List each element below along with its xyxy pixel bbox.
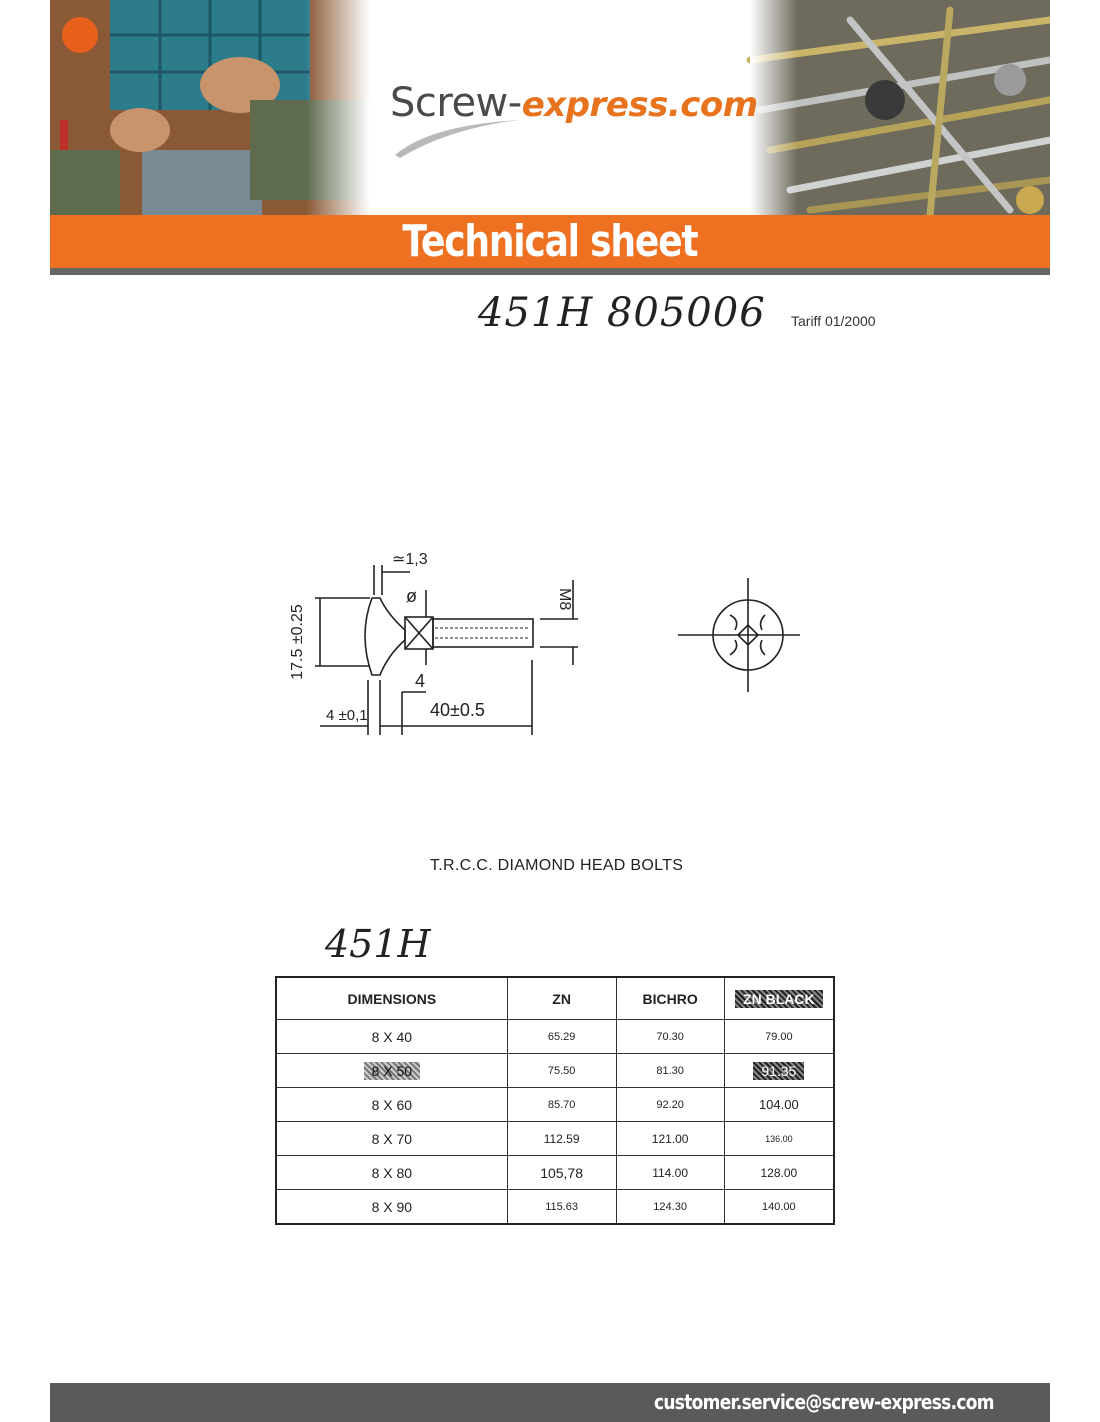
dim-thread: M8: [556, 588, 573, 611]
header-dimensions: DIMENSIONS: [276, 977, 507, 1020]
cell-zn-black: 136.00: [724, 1122, 834, 1156]
cell-zn: 75.50: [507, 1054, 616, 1088]
cell-dimension-label: 8 X 50: [364, 1062, 420, 1080]
tariff-label: Tariff 01/2000: [791, 313, 876, 329]
header-zn-black-label: ZN BLACK: [735, 990, 823, 1008]
dim-head-thickness: 4 ±0,1: [326, 707, 368, 724]
header-zn: ZN: [507, 977, 616, 1020]
cell-bichro: 81.30: [616, 1054, 724, 1088]
header-bichro: BICHRO: [616, 977, 724, 1020]
cell-bichro: 70.30: [616, 1020, 724, 1054]
bolt-head: [365, 598, 405, 675]
cell-zn-black-label: 91.35: [753, 1062, 804, 1080]
bolt-shank: [433, 619, 533, 647]
cell-bichro: 114.00: [616, 1156, 724, 1190]
cell-dimension: 8 X 40: [276, 1020, 507, 1054]
brand-main-text: Screw-: [390, 80, 522, 126]
cell-zn: 115.63: [507, 1190, 616, 1225]
cell-dimension: 8 X 80: [276, 1156, 507, 1190]
cell-zn-black: 128.00: [724, 1156, 834, 1190]
cell-zn: 112.59: [507, 1122, 616, 1156]
dim-diameter: ø: [406, 586, 417, 606]
product-code-handwritten: 451H 805006: [478, 290, 766, 336]
header-zn-black: [724, 977, 834, 1020]
brand-accent-text: express.com: [521, 85, 758, 125]
dim-neck: ≃1,3: [392, 551, 428, 568]
table-row: [276, 1020, 834, 1054]
dim-head-height: 17.5 ±0.25: [289, 604, 306, 680]
price-table: [275, 976, 835, 1225]
cell-zn-black: 104.00: [724, 1088, 834, 1122]
bolt-drawing: [260, 520, 880, 750]
cell-zn: 105,78: [507, 1156, 616, 1190]
cell-dimension: 8 X 70: [276, 1122, 507, 1156]
cell-zn-black: 79.00: [724, 1020, 834, 1054]
cell-zn: 85.70: [507, 1088, 616, 1122]
cell-dimension: 8 X 90: [276, 1190, 507, 1225]
header-banner: [50, 0, 1050, 215]
product-code-short: 451H: [325, 922, 431, 966]
cell-bichro: 124.30: [616, 1190, 724, 1225]
cell-zn-black: 140.00: [724, 1190, 834, 1225]
table-row: [276, 1054, 834, 1088]
cell-bichro: 121.00: [616, 1122, 724, 1156]
dim-length: 40±0.5: [430, 700, 485, 720]
cell-zn: 65.29: [507, 1020, 616, 1054]
table-row: [276, 1088, 834, 1122]
table-header-row: [276, 977, 834, 1020]
brand-logo: [390, 80, 790, 126]
footer-bar: [50, 1383, 1050, 1422]
cell-dimension: [276, 1054, 507, 1088]
cell-zn-black: [724, 1054, 834, 1088]
title-bar: [50, 215, 1050, 268]
title-underline: [50, 268, 1050, 275]
table-row: [276, 1122, 834, 1156]
product-name: T.R.C.C. DIAMOND HEAD BOLTS: [430, 857, 684, 874]
sheet-title: Technical sheet: [402, 216, 698, 267]
cell-dimension: 8 X 60: [276, 1088, 507, 1122]
footer-email[interactable]: customer.service@screw-express.com: [654, 1390, 994, 1414]
table-row: [276, 1156, 834, 1190]
cell-bichro: 92.20: [616, 1088, 724, 1122]
dim-square: 4: [415, 671, 426, 691]
table-row: [276, 1190, 834, 1225]
